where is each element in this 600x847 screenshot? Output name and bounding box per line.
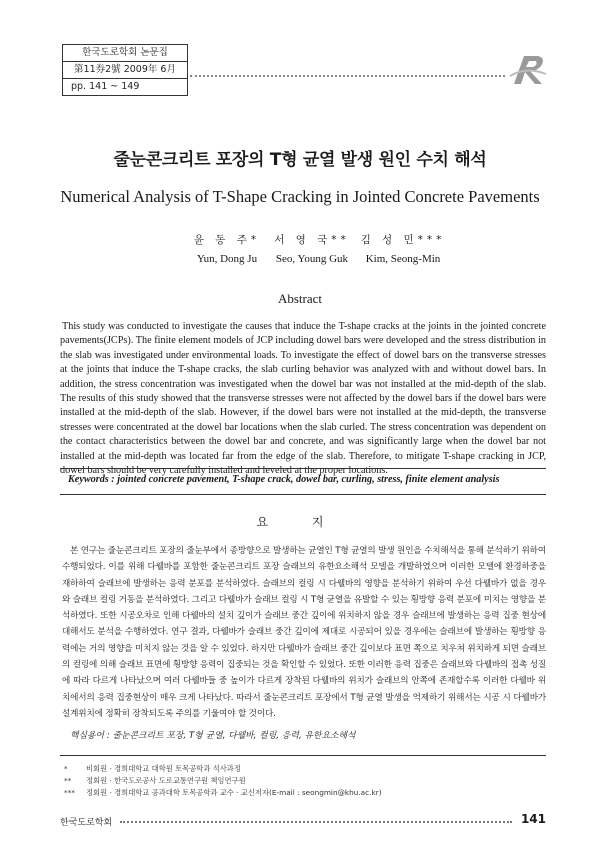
page-footer — [60, 812, 546, 828]
author-name-korean: 윤 동 주* — [193, 234, 261, 246]
footnote-text: 정회원 · 한국도로공사 도로교통연구원 책임연구원 — [86, 776, 246, 785]
keywords — [60, 474, 546, 485]
abstract-heading: Abstract — [277, 291, 323, 306]
keywords-text: jointed concrete pavement, T-shape crack, dowel bar, curling, stress, finite element analysis — [117, 474, 500, 485]
footer-dotted-line — [120, 821, 512, 823]
footnote-text: 정회원 · 경희대학교 공과대학 토목공학과 교수 · 교신저자(E-mail : seongmin@khu.ac.kr) — [86, 788, 382, 797]
footer-journal-name: 한국도로학회 — [60, 818, 113, 828]
author-name-korean: 서 영 국** — [274, 234, 350, 246]
author-name-english: Seo, Young Guk — [275, 253, 349, 265]
footnote-mark: * — [64, 764, 68, 773]
page-number: 141 — [520, 812, 546, 826]
footnote-text: 비회원 · 경희대학교 대학원 토목공학과 석사과정 — [86, 764, 241, 773]
abstract-text: This study was conducted to investigate the causes that induce the T-shape cracks at the joints in the jointed concrete pavements(JCPs). The finite element models of JCP including dowel bars were developed and the stress distribution in the slab was investigated under environmental loads. To investigate the effect of dowel bars on the transverse stresses at the joints that induce the T-shape cracks, the slab curling behavior was analyzed with and without dowel bars. In addition, the stress concentration was investigated when the dowel bar was not installed at the mid-depth of the slab. The results of this study showed that the transverse stresses were not affected by the dowel bars if the dowel bars were installed at the mid-depth of the slab. However, if the dowel bars were not installed at the mid-depth, the transverse stresses were concentrated at the dowel bar locations when the slab curled. The stress concentration was dependent on the contact characteristics between the dowel bar and concrete, and was significantly large when the dowel bar not installed at the mid-depth was located far from the edge of the slab. Therefore, to mitigate T-shape cracking in JCP, dowel bars should be very carefully installed and leveled at the proper locations. — [60, 321, 546, 477]
author-name-korean: 김 성 민*** — [360, 234, 446, 246]
journal-logo-icon — [508, 52, 548, 88]
divider — [60, 755, 546, 756]
yoji-text: 본 연구는 줄눈콘크리트 포장의 줄눈부에서 종방향으로 발생하는 균열인 T형 균열의 발생 원인을 수치해석을 통해 분석하기 위하여 수행되었다. 이를 위해 다웰바를 포함한 줄눈콘크리트 포장 슬래브의 유한요소해석 모델을 개발하였으며 이러한 모델에 환경하중을 재하하여 슬래브에 발생하는 응력 분포를 분석하였다. 슬래브의 컬링 시 다웰바의 영향을 분석하기 위하여 우선 다웰바가 없을 경우와 슬래브 컬링 거동을 분석하였다. 그리고 다웰바가 슬래브 컬링 시 T형 균열을 유발할 수 있는 횡방향 응력 분포에 미치는 영향을 분석하였다. 또한 시공오차로 인해 다웰바의 설치 깊이가 슬래브 중간 깊이에 위치하지 않을 경우 슬래브에 발생하는 응력 집중 현상에 대해서도 분석을 수행하였다. 연구 결과, 다웰바가 슬래브 중간 깊이에 제대로 시공되어 있을 경우에는 슬래브에 발생하는 횡방향 응력에는 거의 영향을 미치지 않는 것을 알 수 있었다. 하지만 다웰바가 슬래브 중간 깊이보다 표면 쪽으로 치우쳐 위치하게 되면 슬래브의 컬링에 의해 슬래브 표면에 횡방향 응력이 집중되는 것을 확인할 수 있었다. 또한 이러한 응력 집중은 슬래브와 다웰바의 접촉 성질에 따라 다르게 나타났으며 여러 다웰바들 중 높이가 다르게 장착된 다웰바의 위치가 슬래브의 안쪽에 존재할수록 이러한 다웰바 위치에서의 응력 집중현상이 매우 크게 나타났다. 따라서 줄눈콘크리트 포장에서 T형 균열 발생을 억제하기 위해서는 시공 시 다웰바가 설계위치에 정확히 장착되도록 주의를 기울여야 할 것이다. — [62, 546, 546, 719]
footnote — [60, 763, 546, 775]
journal-info-box — [62, 44, 188, 96]
keywords-korean-text: 줄눈콘크리트 포장, T형 균열, 다웰바, 컬링, 응력, 유한요소해석 — [112, 731, 356, 741]
author-3 — [348, 232, 458, 265]
divider — [60, 494, 546, 495]
footnote-mark: ** — [64, 776, 72, 785]
keywords-label: Keywords : — [68, 474, 115, 485]
footnotes — [60, 763, 546, 799]
footnote — [60, 775, 546, 787]
journal-pages: pp. 141 ~ 149 — [71, 81, 140, 92]
divider — [60, 468, 546, 469]
yoji-heading: 요 지 — [256, 515, 344, 529]
keywords-korean — [70, 728, 550, 741]
author-name-english: Yun, Dong Ju — [196, 253, 258, 265]
footnote-mark: *** — [64, 788, 75, 797]
keywords-korean-label: 핵심용어 : — [70, 731, 110, 741]
journal-name: 한국도로학회 논문집 — [63, 45, 187, 62]
author-name-english: Kim, Seong-Min — [365, 253, 441, 265]
journal-volume: 第11券2號 2009年 6月 — [63, 62, 187, 79]
footnote — [60, 787, 546, 799]
header-dotted-line — [190, 75, 505, 77]
title-korean: 줄눈콘크리트 포장의 T형 균열 발생 원인 수치 해석 — [113, 150, 487, 170]
title-english: Numerical Analysis of T-Shape Cracking in Jointed Concrete Pavements — [60, 187, 540, 206]
